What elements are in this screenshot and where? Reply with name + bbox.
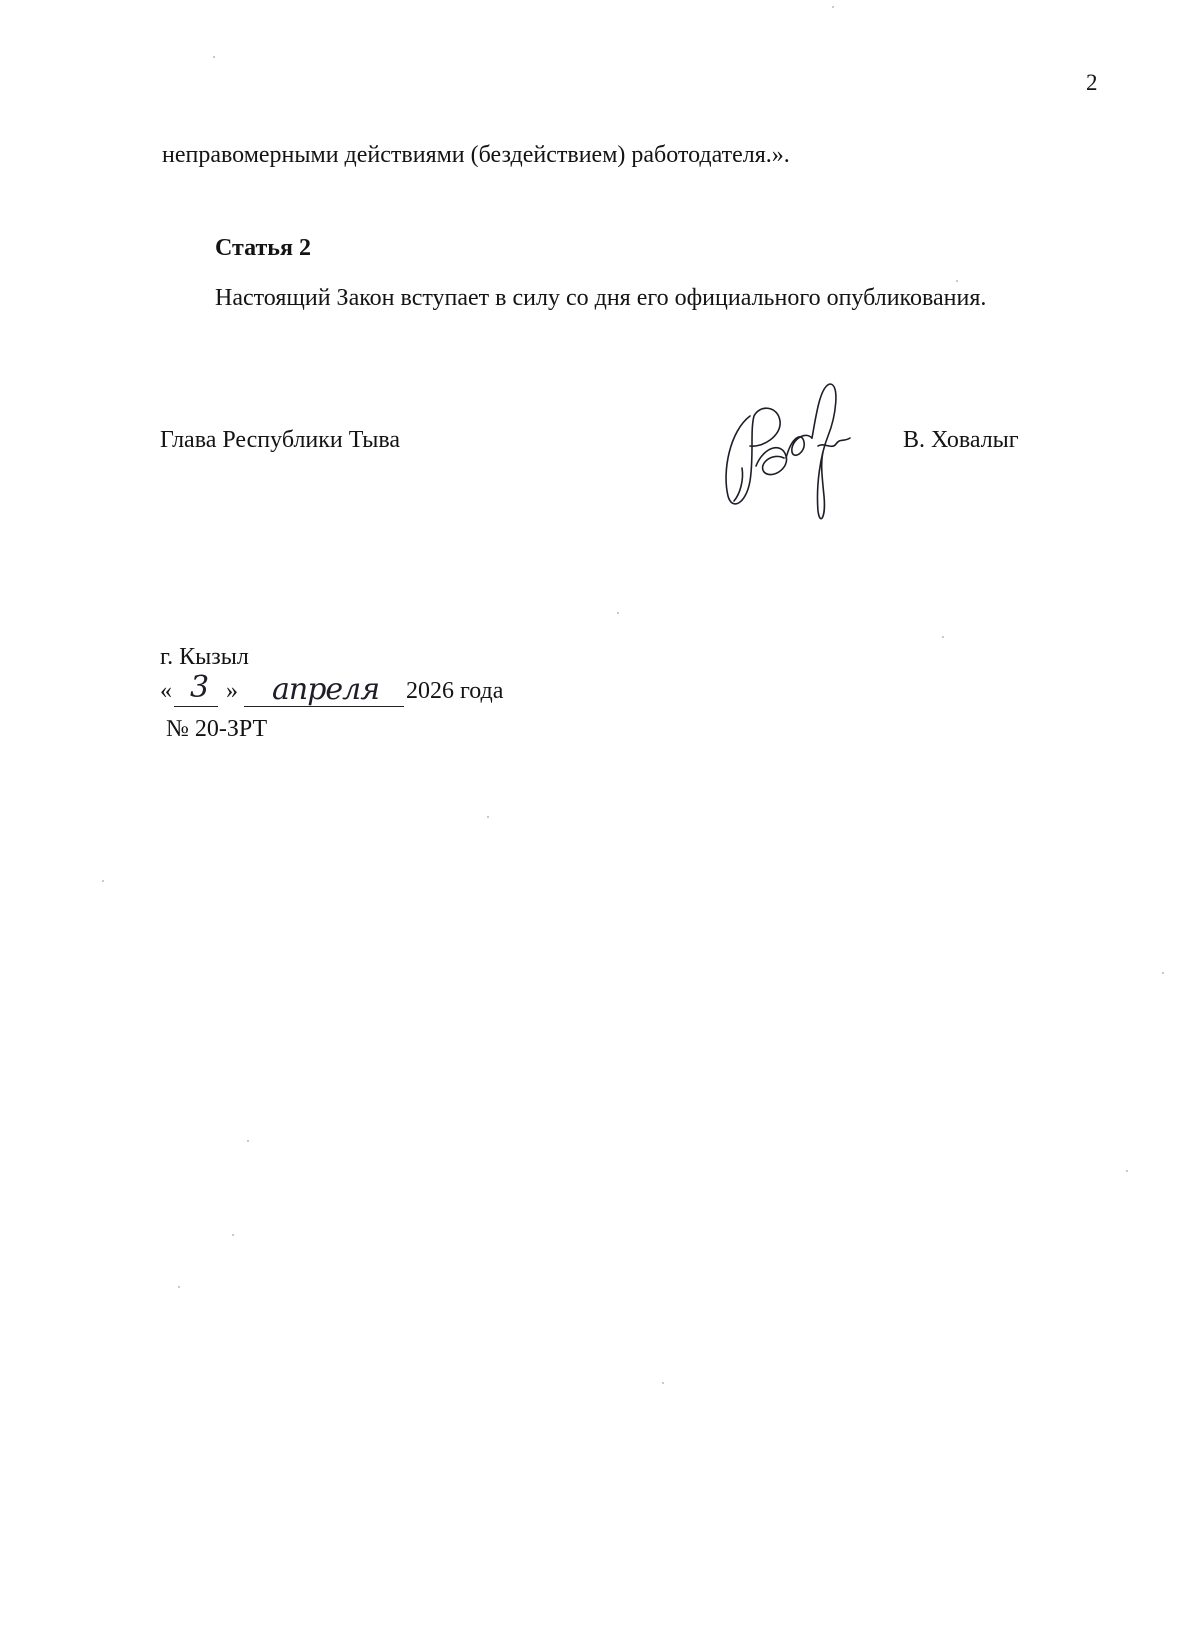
article-heading: Статья 2 <box>215 235 311 261</box>
scan-speck <box>1162 972 1164 974</box>
scan-speck <box>956 280 958 282</box>
scan-speck <box>102 880 104 882</box>
signatory-name: В. Ховалыг <box>903 427 1019 453</box>
scan-speck <box>487 816 489 818</box>
handwritten-signature <box>720 376 860 526</box>
date-line <box>160 670 560 718</box>
continuation-text: неправомерными действиями (бездействием) работодателя.». <box>162 142 790 168</box>
scan-speck <box>178 1286 180 1288</box>
scan-speck <box>942 636 944 638</box>
handwritten-day: 3 <box>190 670 210 705</box>
quote-open: « <box>160 678 172 704</box>
year-text: 2026 года <box>406 678 504 704</box>
scan-speck <box>213 56 215 58</box>
scan-speck <box>617 612 619 614</box>
page-number: 2 <box>1086 70 1098 95</box>
scan-speck <box>832 6 834 8</box>
handwritten-month: апреля <box>272 672 380 707</box>
law-number: № 20-ЗРТ <box>166 716 268 742</box>
scan-speck <box>232 1234 234 1236</box>
article-text: Настоящий Закон вступает в силу со дня его официального опубликования. <box>215 285 987 311</box>
city-line: г. Кызыл <box>160 644 249 670</box>
quote-close: » <box>226 678 238 704</box>
scan-speck <box>247 1140 249 1142</box>
scan-speck <box>1126 1170 1128 1172</box>
signatory-title: Глава Республики Тыва <box>160 427 401 453</box>
scan-speck <box>662 1382 664 1384</box>
